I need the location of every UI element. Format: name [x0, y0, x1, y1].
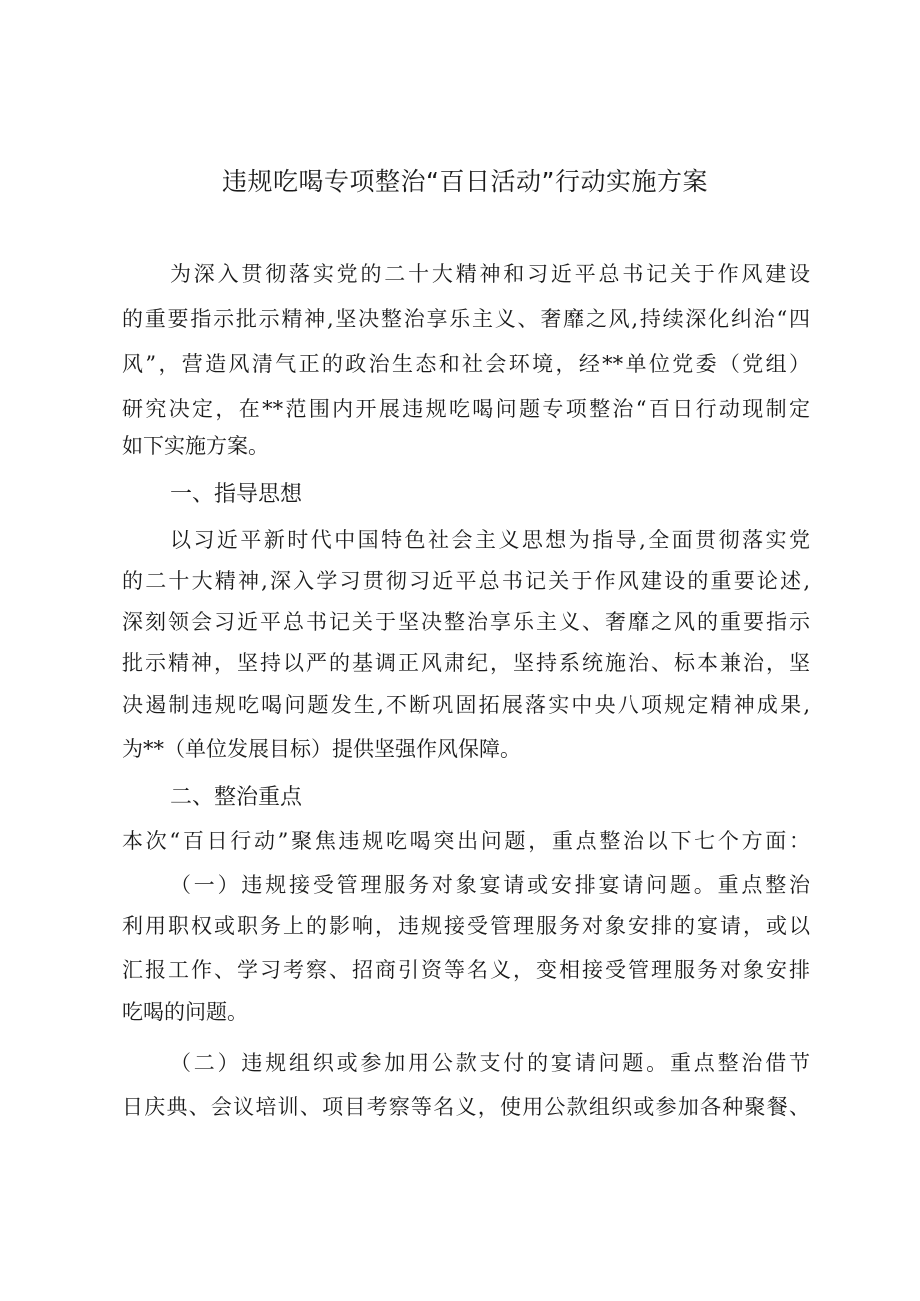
paragraph-line: 的二十大精神,深入学习贯彻习近平总书记关于作风建设的重要论述, — [122, 569, 810, 593]
intro-line: 研究决定，在**范围内开展违规吃喝问题专项整治“百日行动现制定 — [122, 397, 810, 421]
paragraph-line: 深刻领会习近平总书记关于坚决整治享乐主义、奢靡之风的重要指示 — [122, 610, 810, 634]
list-item-line: 汇报工作、学习考察、招商引资等名义，变相接受管理服务对象安排 — [122, 958, 810, 982]
intro-line: 为深入贯彻落实党的二十大精神和习近平总书记关于作风建设 — [170, 262, 810, 286]
intro-line: 的重要指示批示精神,坚决整治享乐主义、奢靡之风,持续深化纠治“四 — [122, 307, 810, 331]
list-item-line: 吃喝的问题。 — [122, 1000, 248, 1024]
list-item-line: 日庆典、会议培训、项目考察等名义，使用公款组织或参加各种聚餐、 — [122, 1095, 810, 1119]
paragraph-line: 以习近平新时代中国特色社会主义思想为指导,全面贯彻落实党 — [170, 528, 810, 552]
paragraph-line: 批示精神，坚持以严的基调正风肃纪，坚持系统施治、标本兼治，坚 — [122, 651, 810, 675]
paragraph-line: 决遏制违规吃喝问题发生,不断巩固拓展落实中央八项规定精神成果, — [122, 693, 810, 717]
paragraph-line: 为**（单位发展目标）提供坚强作风保障。 — [122, 737, 521, 761]
section-lead: 本次“百日行动”聚焦违规吃喝突出问题，重点整治以下七个方面： — [122, 829, 810, 853]
intro-line: 风”，营造风清气正的政治生态和社会环境，经**单位党委（党组） — [122, 352, 810, 376]
list-item-line: （二）违规组织或参加用公款支付的宴请问题。重点整治借节 — [170, 1051, 810, 1075]
section-heading: 一、指导思想 — [170, 482, 303, 507]
section-heading: 二、整治重点 — [170, 785, 303, 810]
intro-line: 如下实施方案。 — [122, 434, 269, 458]
list-item-line: （一）违规接受管理服务对象宴请或安排宴请问题。重点整治 — [170, 873, 810, 897]
document-title: 违规吃喝专项整治“百日活动”行动实施方案 — [222, 167, 708, 196]
list-item-line: 利用职权或职务上的影响，违规接受管理服务对象安排的宴请，或以 — [122, 914, 810, 938]
